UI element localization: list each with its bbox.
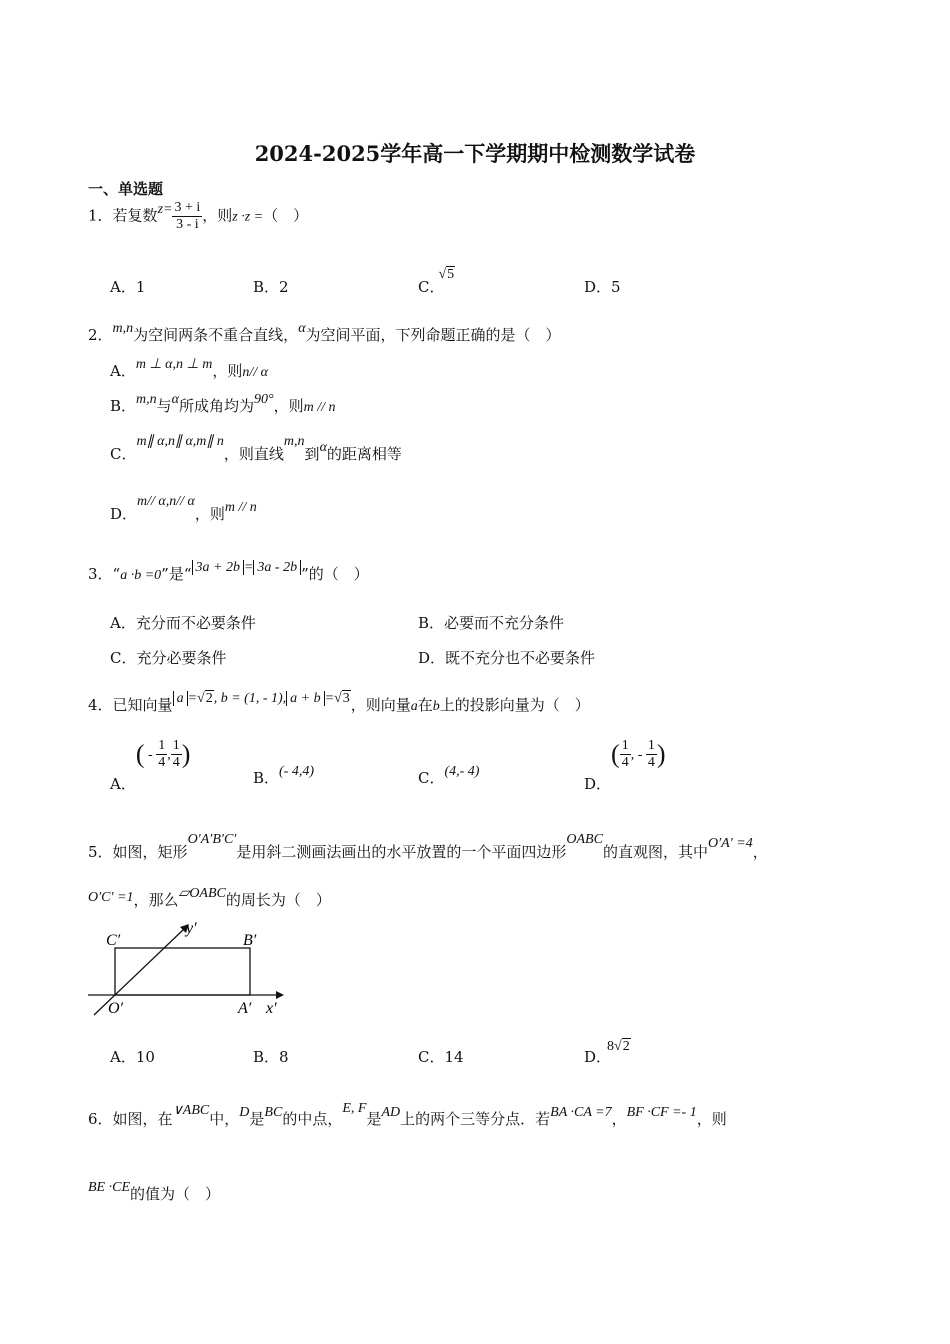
q2-d-then: ，则 bbox=[194, 505, 225, 523]
q3-expr1: a ·b =0 bbox=[120, 568, 162, 583]
q5-oabc: OABC bbox=[566, 832, 603, 847]
label-y: y′ bbox=[186, 920, 197, 937]
q4-a-frac1: $\frac{1}{4}$ bbox=[158, 738, 166, 770]
q2-c-mn: m,n bbox=[283, 434, 305, 449]
q4-vb: b bbox=[432, 699, 440, 714]
question-2 bbox=[88, 321, 561, 345]
q3-expr2-left: 3a + 2b bbox=[192, 560, 244, 575]
q2-c-label: C． bbox=[110, 445, 137, 463]
q6-is: 是 bbox=[249, 1110, 265, 1128]
q4-a-frac2: $\frac{1}{4}$ bbox=[172, 738, 180, 770]
q5-oc: O′C′ =1 bbox=[88, 890, 134, 905]
q1-option-b: B．2 bbox=[253, 278, 289, 296]
q2-option-a bbox=[110, 357, 268, 381]
q3-mid: ”是“ bbox=[161, 565, 192, 583]
q2-a-expr: m ⊥ α,n ⊥ m bbox=[135, 357, 213, 372]
question-5 bbox=[88, 832, 768, 862]
q2-option-c bbox=[110, 434, 402, 464]
q2-option-b bbox=[110, 392, 336, 416]
q3-eq: = bbox=[243, 560, 254, 575]
q3-option-c: C．充分必要条件 bbox=[110, 649, 227, 667]
section-heading: 一、单选题 bbox=[88, 180, 164, 198]
q2-b-then: ，则 bbox=[273, 397, 304, 415]
q4-a-minus: - bbox=[144, 747, 157, 763]
q4-sqrt-2: √2 bbox=[197, 691, 213, 706]
q4-text-c: 上的投影向量为（ ） bbox=[439, 696, 590, 714]
q4-va: a bbox=[410, 699, 418, 714]
q1-expr: z ·z = bbox=[232, 209, 264, 225]
label-a: A′ bbox=[238, 1000, 252, 1017]
q2-c-to: 到 bbox=[304, 445, 320, 463]
q4-vector-a: a bbox=[173, 691, 188, 706]
question-5-line-2 bbox=[88, 886, 331, 910]
q6-text-b: 中， bbox=[209, 1110, 240, 1128]
q1-paren: （ ） bbox=[263, 206, 309, 225]
q4-d-label: D． bbox=[584, 774, 612, 793]
q5-option-b: B．8 bbox=[253, 1048, 289, 1066]
q1-option-c bbox=[418, 267, 461, 297]
q4-sqrt-3: √3 bbox=[334, 691, 350, 706]
q3-tail: ”的（ ） bbox=[301, 565, 369, 583]
q2-b-text: 所成角均为 bbox=[179, 397, 255, 415]
q6-expr1: BA ·CA =7 bbox=[550, 1105, 612, 1120]
question-6-line-2 bbox=[88, 1180, 221, 1204]
q2-b-degree: 90° bbox=[254, 392, 274, 407]
q5-oa: O′A′ =4 bbox=[707, 836, 753, 851]
q2-a-label: A． bbox=[110, 362, 136, 380]
q3-option-d: D．既不充分也不必要条件 bbox=[418, 649, 596, 667]
q2-b-mn: m,n bbox=[136, 392, 157, 407]
q1-fraction bbox=[172, 200, 202, 233]
q4-eq-sign: = bbox=[187, 691, 198, 706]
q2-option-d bbox=[110, 494, 257, 524]
q4-c-label: C． bbox=[418, 769, 445, 787]
q4-option-a bbox=[110, 738, 191, 793]
q2-b-result: m // n bbox=[303, 400, 336, 415]
q5-text-e: 的周长为（ ） bbox=[225, 891, 331, 909]
q5-option-a: A．10 bbox=[110, 1048, 155, 1066]
q4-d-paren-close: ) bbox=[656, 739, 666, 769]
q2-c-alpha: α bbox=[319, 440, 327, 455]
q3-expr2-right: 3a - 2b bbox=[253, 560, 301, 575]
q2-a-result: n// α bbox=[242, 365, 268, 380]
q2-d-expr: m// α,n// α bbox=[137, 494, 195, 509]
q6-is2: 是 bbox=[366, 1110, 382, 1128]
q2-b-label: B． bbox=[110, 397, 137, 415]
q5-text-d: ，那么 bbox=[133, 891, 179, 909]
q3-number: 3． bbox=[88, 565, 113, 583]
q4-d-frac2: $\frac{1}{4}$ bbox=[647, 738, 655, 770]
q4-a-paren-open: ( bbox=[135, 739, 145, 769]
q5-text-a: 如图，矩形 bbox=[112, 843, 188, 861]
q5-option-d-value: 8√2 bbox=[607, 1039, 630, 1054]
q5-rect: O′A′B′C′ bbox=[187, 832, 237, 847]
q6-ad: AD bbox=[381, 1105, 401, 1120]
q4-b-eq: , b = (1, - 1), bbox=[213, 691, 287, 706]
q5-option-d-label: D． bbox=[584, 1048, 612, 1066]
page-title: 2024-2025学年高一下学期期中检测数学试卷 bbox=[254, 141, 696, 166]
q2-b-alpha: α bbox=[171, 392, 180, 407]
q6-text-d: 上的两个三等分点．若 bbox=[400, 1110, 551, 1128]
q2-c-expr: m∥ α,n∥ α,m∥ n bbox=[136, 434, 224, 449]
x-axis-arrow bbox=[276, 991, 284, 999]
q6-sep: ， bbox=[611, 1110, 627, 1128]
q4-text-a: 已知向量 bbox=[112, 696, 173, 714]
q4-d-paren-open: ( bbox=[611, 739, 620, 769]
q5-parallelogram: ▱OABC bbox=[178, 886, 226, 901]
q6-expr2: BF ·CF =- 1 bbox=[626, 1105, 697, 1120]
q2-text-a: 为空间两条不重合直线， bbox=[133, 326, 299, 344]
q4-option-c bbox=[418, 764, 480, 788]
label-x: x′ bbox=[266, 1000, 277, 1017]
q2-a-then: ，则 bbox=[212, 362, 243, 380]
q4-number: 4． bbox=[88, 696, 113, 714]
label-o: O′ bbox=[108, 1000, 124, 1017]
q6-expr3: BE ·CE bbox=[88, 1180, 130, 1195]
q4-option-b bbox=[253, 764, 315, 788]
question-6 bbox=[88, 1101, 727, 1129]
q1-frac-den: 3 - i bbox=[176, 217, 199, 232]
q6-then: ，则 bbox=[696, 1110, 727, 1128]
q1-text: 若复数 bbox=[112, 206, 158, 225]
q6-bc: BC bbox=[264, 1105, 283, 1120]
q4-option-d bbox=[584, 738, 666, 793]
q5-text-c: 的直观图，其中 bbox=[602, 843, 708, 861]
label-c: C′ bbox=[106, 932, 121, 949]
question-3 bbox=[88, 560, 369, 584]
q2-c-text: ，则直线 bbox=[223, 445, 284, 463]
q6-number: 6． bbox=[88, 1110, 113, 1128]
q4-c-value: (4,- 4) bbox=[444, 764, 480, 779]
q2-d-label: D． bbox=[110, 505, 138, 523]
q3-quote-open: “ bbox=[112, 565, 121, 583]
q6-ef: E, F bbox=[342, 1101, 367, 1116]
q6-triangle: ∨ABC bbox=[172, 1103, 210, 1118]
q4-text-b: ，则向量 bbox=[350, 696, 411, 714]
q1-eq: = bbox=[163, 201, 173, 217]
q5-number: 5． bbox=[88, 843, 113, 861]
q1-number: 1． bbox=[88, 206, 113, 225]
q1-option-c-label: C． bbox=[418, 278, 445, 296]
q4-a-paren-close: ) bbox=[181, 739, 191, 769]
q6-text-a: 如图，在 bbox=[112, 1110, 173, 1128]
q1-z: z bbox=[157, 201, 164, 217]
q4-eq-sign-2: = bbox=[324, 691, 335, 706]
q4-b-label: B． bbox=[253, 769, 280, 787]
q5-figure bbox=[88, 915, 288, 1025]
q2-text-b: 为空间平面，下列命题正确的是（ ） bbox=[305, 326, 561, 344]
q2-b-with: 与 bbox=[156, 397, 172, 415]
q1-option-c-sqrt: √5 bbox=[438, 267, 455, 282]
q2-alpha: α bbox=[298, 321, 306, 336]
q4-in: 在 bbox=[417, 696, 433, 714]
q4-a-comma: , bbox=[167, 747, 171, 763]
q5-text-b: 是用斜二测画法画出的水平放置的一个平面四边形 bbox=[236, 843, 567, 861]
q6-text-c: 的中点， bbox=[282, 1110, 343, 1128]
q3-option-b: B．必要而不充分条件 bbox=[418, 614, 565, 632]
q5-option-c: C．14 bbox=[418, 1048, 464, 1066]
q4-b-value: (- 4,4) bbox=[279, 764, 315, 779]
q3-option-a: A．充分而不必要条件 bbox=[110, 614, 256, 632]
q1-text-b: ，则 bbox=[202, 206, 233, 225]
q2-c-text2: 的距离相等 bbox=[326, 445, 402, 463]
q6-d: D bbox=[239, 1105, 250, 1120]
q5-option-d bbox=[584, 1039, 635, 1067]
q4-d-comma: , - bbox=[630, 747, 646, 763]
question-1 bbox=[88, 200, 308, 233]
q2-d-result: m // n bbox=[224, 500, 257, 515]
q1-option-a: A．1 bbox=[110, 278, 146, 296]
label-b: B′ bbox=[243, 932, 257, 949]
q1-frac-num: 3 + i bbox=[174, 200, 201, 215]
q2-mn: m,n bbox=[112, 321, 134, 336]
q5-comma: ， bbox=[752, 843, 768, 861]
q4-a-label: A． bbox=[110, 774, 136, 793]
q6-tail: 的值为（ ） bbox=[130, 1185, 221, 1203]
q4-a-plus-b: a + b bbox=[286, 691, 324, 706]
rectangle-oabc bbox=[115, 948, 250, 995]
q1-option-d: D．5 bbox=[584, 278, 621, 296]
q2-number: 2． bbox=[88, 326, 113, 344]
question-4 bbox=[88, 691, 590, 715]
q4-d-frac1: $\frac{1}{4}$ bbox=[621, 738, 629, 770]
